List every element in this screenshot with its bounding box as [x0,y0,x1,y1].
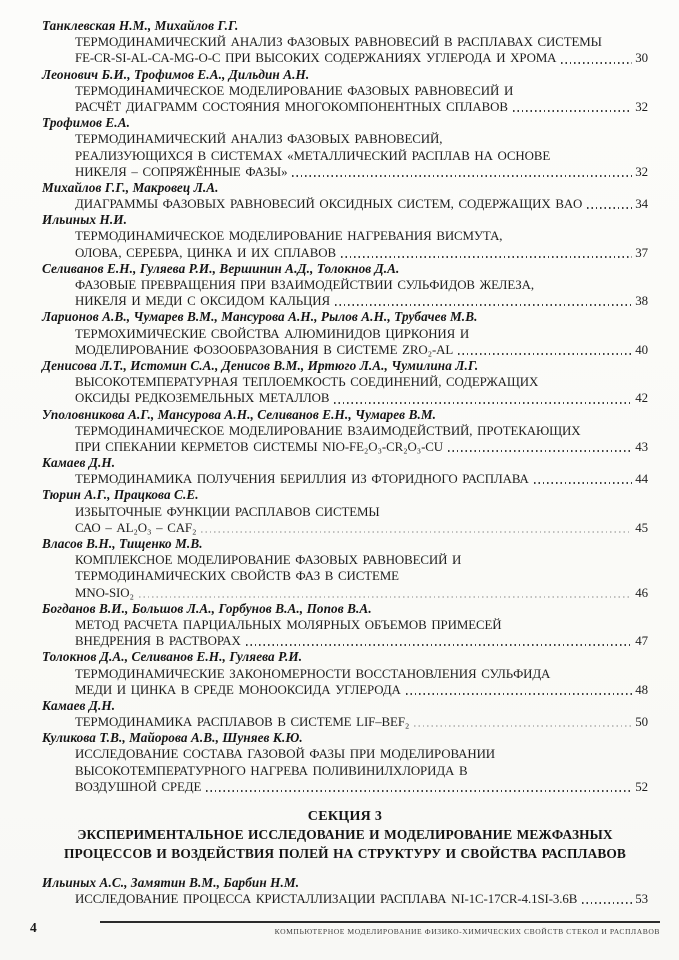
dotted-leader [414,725,632,727]
toc-entry [42,309,648,358]
footer-running-title: КОМПЬЮТЕРНОЕ МОДЕЛИРОВАНИЕ ФИЗИКО-ХИМИЧЕСКИХ СВОЙСТВ СТЕКОЛ И РАСПЛАВОВ [274,927,660,936]
toc-entry-title-line [42,196,648,212]
toc-entry [42,875,648,907]
toc-entry-title-text: НИКЕЛЯ – СОПРЯЖЁННЫЕ ФАЗЫ» [75,164,288,179]
toc-entry-title-text: КОМПЛЕКСНОЕ МОДЕЛИРОВАНИЕ ФАЗОВЫХ РАВНОВЕСИЙ И [75,553,462,568]
toc-page-number: 30 [635,51,648,66]
toc-entry-title-line [42,746,648,762]
toc-page-number: 53 [635,891,648,906]
toc-entry-title-line [42,552,648,568]
toc-entry-title-line [42,504,648,520]
toc-entry [42,180,648,212]
toc-page-number: 34 [635,197,648,212]
toc-page-number: 48 [635,682,648,697]
toc-entry-title-line [42,131,648,147]
toc-entry-title-text: ОЛОВА, СЕРЕБРА, ЦИНКА И ИХ СПЛАВОВ [75,245,336,260]
toc-entry [42,730,648,795]
toc-entry [42,536,648,601]
toc-entry [42,115,648,180]
toc-entry-authors: Трофимов Е.А. [42,115,130,131]
toc-entry-title-text: ИССЛЕДОВАНИЕ ПРОЦЕССА КРИСТАЛЛИЗАЦИИ РАСПЛАВА NI-1C-17CR-4.1SI-3.6B [75,891,578,906]
toc-entry-title-text: ПРИ СПЕКАНИИ КЕРМЕТОВ СИСТЕМЫ NIO-FE₂O₃-CR₂O₃-CU [75,439,443,454]
toc-entry-title-line [42,439,648,455]
toc-entry-title-text: ВНЕДРЕНИЯ В РАСТВОРАХ [75,634,241,649]
toc-entry-title-text: FE-CR-SI-AL-CA-MG-O-C ПРИ ВЫСОКИХ СОДЕРЖАНИЯХ УГЛЕРОДА И ХРОМА [75,51,557,66]
toc-entry-title-text: МЕТОД РАСЧЕТА ПАРЦИАЛЬНЫХ МОЛЯРНЫХ ОБЪЕМОВ ПРИМЕСЕЙ [75,617,502,632]
toc-entry-authors: Камаев Д.Н. [42,697,116,713]
toc-entry [42,487,648,536]
dotted-leader [292,175,632,177]
toc-entry-authors: Ильиных Н.И. [42,212,128,228]
toc-entry-title-line [42,471,648,487]
toc-page-number: 32 [635,99,648,114]
section3-label: СЕКЦИЯ 3 [307,809,383,824]
toc-entry-authors: Денисова Л.Т., Истомин С.А., Денисов В.М., Иртюго Л.А., Чумилина Л.Г. [42,357,479,373]
toc-entry-title-line [42,891,648,907]
toc-entry-title-line [42,763,648,779]
section3-heading [42,807,648,864]
toc-page-number: 37 [635,245,648,260]
toc-page-number: 47 [635,634,648,649]
toc-entry-title-line [42,714,648,730]
toc-entry-title-text: ВЫСОКОТЕМПЕРАТУРНОГО НАГРЕВА ПОЛИВИНИЛХЛОРИДА В [75,763,468,778]
toc-entry-title-text: ТЕРМОДИНАМИЧЕСКИХ СВОЙСТВ ФАЗ В СИСТЕМЕ [75,569,399,584]
dotted-leader [139,596,632,598]
toc-entry-title-text: НИКЕЛЯ И МЕДИ С ОКСИДОМ КАЛЬЦИЯ [75,294,330,309]
toc-entry-title-line [42,666,648,682]
toc-entry-title-line [42,245,648,261]
toc-entry-title-line [42,326,648,342]
toc-entry-title-text: ИССЛЕДОВАНИЕ СОСТАВА ГАЗОВОЙ ФАЗЫ ПРИ МОДЕЛИРОВАНИИ [75,747,496,762]
toc-entry-title-line [42,228,648,244]
section3-title-line-1: ЭКСПЕРИМЕНТАЛЬНОЕ ИССЛЕДОВАНИЕ И МОДЕЛИРОВАНИЕ МЕЖФАЗНЫХ [77,827,613,842]
toc-page-number: 43 [635,439,648,454]
toc-entry-title-text: ВОЗДУШНОЙ СРЕДЕ [75,779,202,794]
toc-entry-title-line [42,164,648,180]
toc-page-number: 38 [635,294,648,309]
toc-entry [42,601,648,650]
toc-entry [42,261,648,310]
toc-entry-authors: Власов В.Н., Тищенко М.В. [42,536,203,551]
dotted-leader [201,531,632,533]
toc-entry-authors: Леонович Б.И., Трофимов Е.А., Дильдин А.Н. [42,66,310,82]
toc-entry-title-text: ТЕРМОДИНАМИЧЕСКИЕ ЗАКОНОМЕРНОСТИ ВОССТАНОВЛЕНИЯ СУЛЬФИДА [75,666,551,681]
dotted-leader [534,482,633,484]
dotted-leader [587,207,632,209]
toc-entry-title-line [42,779,648,795]
dotted-leader [513,110,632,112]
dotted-leader [206,790,632,792]
footer-page-number: 4 [30,920,37,935]
dotted-leader [582,902,632,904]
dotted-leader [335,304,632,306]
toc-entry [42,212,648,261]
toc-entry-title-text: MNO-SIO₂ [75,585,134,600]
dotted-leader [561,62,632,64]
toc-entry-title-line [42,617,648,633]
toc-entry-title-line [42,520,648,536]
dotted-leader [334,402,632,404]
toc-entry-title-text: ТЕРМОДИНАМИЧЕСКИЙ АНАЛИЗ ФАЗОВЫХ РАВНОВЕСИЙ, [75,132,443,147]
toc-entry-authors: Ларионов А.В., Чумарев В.М., Мансурова А.Н., Рылов А.Н., Трубачев М.В. [42,309,478,325]
toc-entry-authors: Тюрин А.Г., Працкова С.Е. [42,487,199,503]
toc-entry-title-line [42,633,648,649]
toc-entry-authors: Танклевская Н.М., Михайлов Г.Г. [42,18,239,33]
toc-entry-authors: Селиванов Е.Н., Гуляева Р.И., Вершинин А.Д., Толокнов Д.А. [42,260,400,276]
toc-entry-title-text: ТЕРМОДИНАМИЧЕСКОЕ МОДЕЛИРОВАНИЕ ФАЗОВЫХ РАВНОВЕСИЙ И [75,83,514,98]
toc-entry-title-text: ТЕРМОДИНАМИЧЕСКОЕ МОДЕЛИРОВАНИЕ ВЗАИМОДЕЙСТВИЙ, ПРОТЕКАЮЩИХ [75,423,581,438]
toc-entry-title-text: МЕДИ И ЦИНКА В СРЕДЕ МОНООКСИДА УГЛЕРОДА [75,682,401,697]
toc-page-number: 42 [635,391,648,406]
toc-entry-authors: Толокнов Д.А., Селиванов Е.Н., Гуляева Р.И. [42,649,303,665]
toc-entry-title-line [42,99,648,115]
toc-entry-title-line [42,34,648,50]
toc-entry-title-line [42,682,648,698]
section3-list [42,875,648,907]
toc-page-number: 44 [635,472,648,487]
toc-content [42,18,648,907]
toc-entry-authors: Куликова Т.В., Майорова А.В., Шуняев К.Ю. [42,730,303,746]
toc-entry-title-text: ТЕРМОДИНАМИЧЕСКИЙ АНАЛИЗ ФАЗОВЫХ РАВНОВЕСИЙ В РАСПЛАВАХ СИСТЕМЫ [75,35,602,50]
toc-entry [42,67,648,116]
dotted-leader [341,256,632,258]
toc-entry-title-line [42,148,648,164]
toc-entry-title-text: ИЗБЫТОЧНЫЕ ФУНКЦИИ РАСПЛАВОВ СИСТЕМЫ [75,504,380,519]
toc-entry-title-text: ТЕРМОДИНАМИЧЕСКОЕ МОДЕЛИРОВАНИЕ НАГРЕВАНИЯ ВИСМУТА, [75,229,503,244]
toc-entry-title-text: ОКСИДЫ РЕДКОЗЕМЕЛЬНЫХ МЕТАЛЛОВ [75,391,330,406]
section3-title-line-2: ПРОЦЕССОВ И ВОЗДЕЙСТВИЯ ПОЛЕЙ НА СТРУКТУРУ И СВОЙСТВА РАСПЛАВОВ [64,845,626,861]
toc-page-number: 52 [635,779,648,794]
dotted-leader [406,693,633,695]
toc-entry-title-text: ТЕРМОХИМИЧЕСКИЕ СВОЙСТВА АЛЮМИНИДОВ ЦИРКОНИЯ И [75,326,470,341]
dotted-leader [246,644,633,646]
toc-list [42,18,648,795]
toc-entry-title-text: РЕАЛИЗУЮЩИХСЯ В СИСТЕМАХ «МЕТАЛЛИЧЕСКИЙ РАСПЛАВ НА ОСНОВЕ [75,148,551,163]
toc-entry [42,649,648,698]
toc-entry-title-text: МОДЕЛИРОВАНИЕ ФОЗООБРАЗОВАНИЯ В СИСТЕМЕ ZRO₂-AL [75,342,454,357]
toc-entry-title-line [42,83,648,99]
toc-entry-authors: Михайлов Г.Г., Макровец Л.А. [42,179,219,195]
toc-page-number: 50 [635,715,648,730]
toc-entry-authors: Богданов В.И., Большов Л.А., Горбунов В.А., Попов В.А. [42,600,372,616]
toc-entry-title-line [42,390,648,406]
toc-entry-title-text: ДИАГРАММЫ ФАЗОВЫХ РАВНОВЕСИЙ ОКСИДНЫХ СИСТЕМ, СОДЕРЖАЩИХ BAO [75,197,583,212]
toc-entry-authors: Камаев Д.Н. [42,455,116,471]
toc-entry-title-text: ТЕРМОДИНАМИКА РАСПЛАВОВ В СИСТЕМЕ LIF–BEF₂ [75,715,410,730]
toc-entry-title-line [42,585,648,601]
toc-entry-authors: Уполовникова А.Г., Мансурова А.Н., Селиванов Е.Н., Чумарев В.М. [42,406,437,422]
toc-entry-title-line [42,277,648,293]
toc-entry-title-line [42,568,648,584]
toc-entry-title-text: ВЫСОКОТЕМПЕРАТУРНАЯ ТЕПЛОЕМКОСТЬ СОЕДИНЕНИЙ, СОДЕРЖАЩИХ [75,375,539,390]
toc-entry-title-text: САО – AL₂O₃ – CAF₂ [75,520,197,535]
toc-entry [42,407,648,456]
toc-entry-title-text: РАСЧЁТ ДИАГРАММ СОСТОЯНИЯ МНОГОКОМПОНЕНТНЫХ СПЛАВОВ [75,99,508,114]
footer-divider [100,921,660,923]
toc-entry [42,698,648,730]
toc-entry-title-text: ФАЗОВЫЕ ПРЕВРАЩЕНИЯ ПРИ ВЗАИМОДЕЙСТВИИ СУЛЬФИДОВ ЖЕЛЕЗА, [75,278,534,292]
toc-entry-title-line [42,50,648,66]
toc-entry-title-line [42,423,648,439]
toc-entry [42,455,648,487]
toc-page-number: 32 [635,164,648,179]
dotted-leader [448,450,632,452]
toc-entry-authors: Ильиных А.С., Замятин В.М., Барбин Н.М. [42,874,300,890]
toc-entry-title-line [42,342,648,358]
dotted-leader [458,353,632,355]
toc-page-number: 46 [635,585,648,600]
toc-page-number: 45 [635,520,648,535]
toc-entry [42,18,648,67]
toc-entry-title-line [42,293,648,309]
toc-entry [42,358,648,407]
toc-page-number: 40 [635,342,648,357]
toc-entry-title-line [42,374,648,390]
toc-entry-title-text: ТЕРМОДИНАМИКА ПОЛУЧЕНИЯ БЕРИЛЛИЯ ИЗ ФТОРИДНОГО РАСПЛАВА [75,472,529,487]
